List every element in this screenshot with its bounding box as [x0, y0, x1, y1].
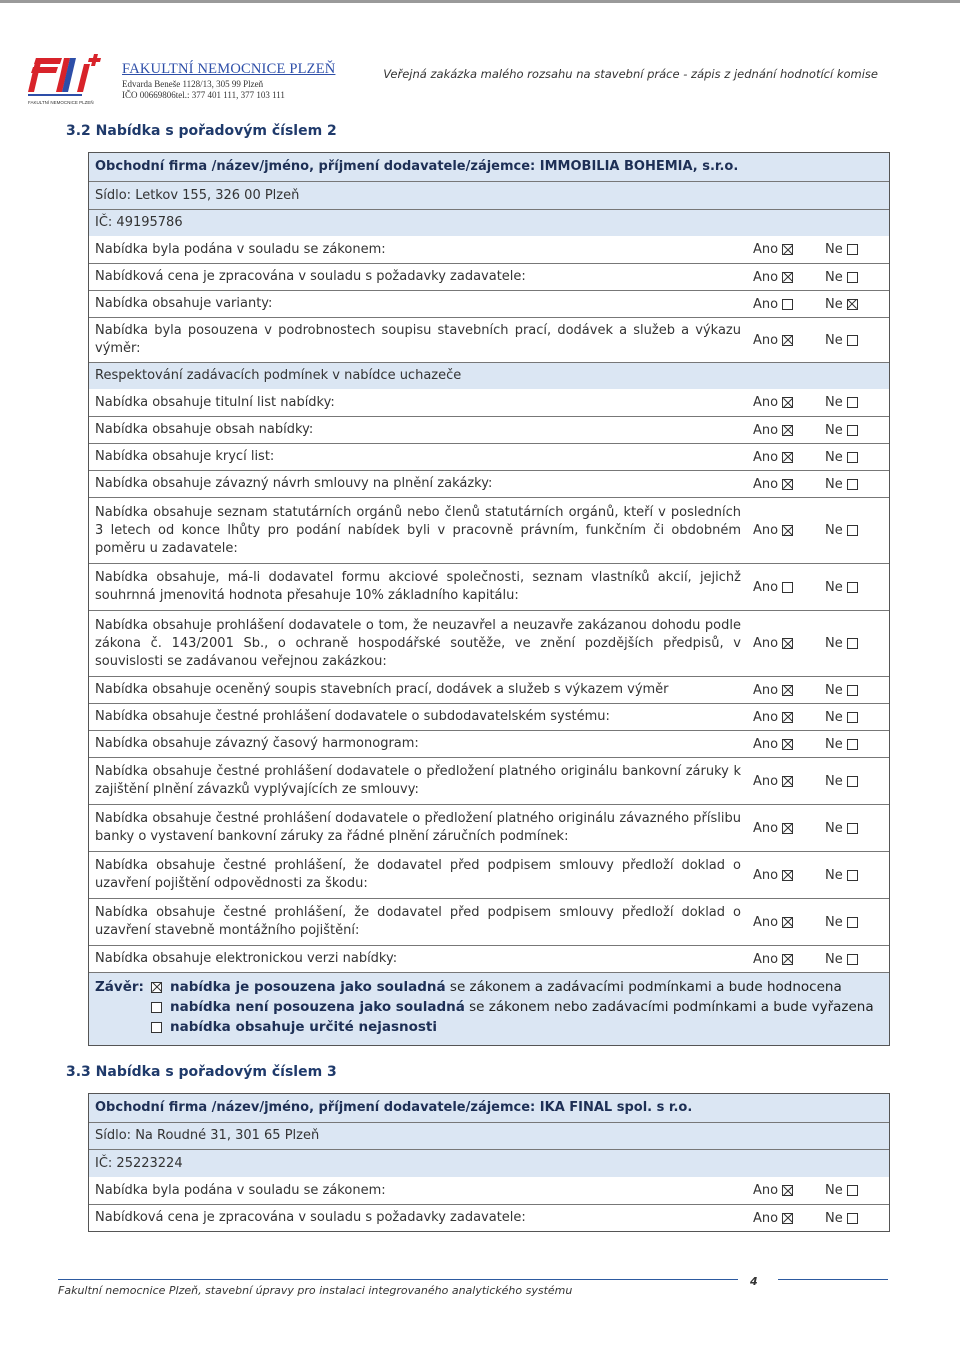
- company-name: Obchodní firma /název/jméno, příjmení dodavatele/zájemce: IMMOBILIA BOHEMIA, s.r.o.: [95, 159, 739, 174]
- no-checkbox[interactable]: [847, 823, 858, 834]
- answer-group: [749, 710, 889, 725]
- no-checkbox[interactable]: [847, 917, 858, 928]
- answer-yes[interactable]: [749, 636, 823, 651]
- answer-no[interactable]: [823, 710, 858, 725]
- answer-yes-label: Ano: [753, 914, 779, 930]
- answer-no[interactable]: [823, 1183, 858, 1198]
- criterion-row: [89, 898, 889, 945]
- conditions-band: [89, 362, 889, 389]
- yes-checkbox[interactable]: [782, 1185, 793, 1196]
- answer-yes-label: Ano: [753, 867, 779, 883]
- answer-group: [749, 1183, 889, 1198]
- answer-yes[interactable]: [749, 523, 823, 538]
- hospital-logo: [28, 52, 116, 108]
- criterion-row: [89, 1204, 889, 1231]
- company-seat: Sídlo: Na Roudné 31, 301 65 Plzeň: [95, 1128, 320, 1143]
- answer-group: [749, 580, 889, 595]
- answer-no[interactable]: [823, 477, 858, 492]
- yes-checkbox[interactable]: [782, 272, 793, 283]
- org-name: FAKULTNÍ NEMOCNICE PLZEŇ: [122, 61, 336, 77]
- no-checkbox[interactable]: [847, 299, 858, 310]
- yes-checkbox[interactable]: [782, 712, 793, 723]
- criterion-text: Nabídka obsahuje závazný časový harmonogram:: [95, 736, 419, 751]
- answer-yes-label: Ano: [753, 395, 779, 410]
- answer-yes[interactable]: [749, 450, 823, 465]
- company-ic: IČ: 25223224: [95, 1155, 183, 1171]
- verdict-option-rest: se zákonem a zadávacími podmínkami a bude hodnocena: [445, 979, 842, 995]
- criterion-text: Nabídka obsahuje titulní list nabídky:: [95, 394, 335, 410]
- answer-no-label: Ne: [825, 296, 843, 312]
- verdict-option[interactable]: [151, 999, 874, 1015]
- answer-no-label: Ne: [825, 332, 843, 348]
- verdict-checkbox[interactable]: [151, 1002, 162, 1013]
- yes-checkbox[interactable]: [782, 776, 793, 787]
- verdict-option-rest: se zákonem nebo zadávacími podmínkami a bude vyřazena: [464, 999, 874, 1015]
- no-checkbox[interactable]: [847, 638, 858, 649]
- answer-yes-label: Ano: [753, 951, 779, 967]
- criterion-row: [89, 610, 889, 676]
- answer-yes-label: Ano: [753, 476, 779, 492]
- company-seat: Sídlo: Letkov 155, 326 00 Plzeň: [95, 187, 300, 203]
- criterion-text: Nabídka obsahuje seznam statutárních orgánů nebo členů statutárních orgánů, kteří v posledních 3 letech od konce lhůty pro podání nabídek byli v pracovně právním, funkčním či obdobném poměru u zadavatele:: [95, 504, 741, 556]
- criterion-text: Nabídka byla podána v souladu se zákonem:: [95, 1182, 386, 1198]
- answer-yes-label: Ano: [753, 332, 779, 348]
- no-checkbox[interactable]: [847, 525, 858, 536]
- verdict-checkbox[interactable]: [151, 1022, 162, 1033]
- answer-group: [749, 242, 889, 257]
- seat-row: [89, 181, 889, 209]
- answer-yes[interactable]: [749, 952, 823, 967]
- no-checkbox[interactable]: [847, 397, 858, 408]
- answer-group: [749, 270, 889, 285]
- answer-yes[interactable]: [749, 774, 823, 789]
- criterion-text: Nabídka obsahuje obsah nabídky:: [95, 422, 314, 437]
- answer-group: [749, 523, 889, 538]
- no-checkbox[interactable]: [847, 685, 858, 696]
- organization-block: [122, 62, 335, 100]
- criterion-row: [89, 443, 889, 470]
- offer-table-2: [88, 152, 890, 1046]
- answer-no-label: Ne: [825, 636, 843, 651]
- answer-no[interactable]: [823, 952, 858, 967]
- criterion-row: [89, 263, 889, 290]
- answer-no-label: Ne: [825, 523, 843, 538]
- answer-yes[interactable]: [749, 737, 823, 752]
- yes-checkbox[interactable]: [782, 870, 793, 881]
- offer-table-3: [88, 1093, 890, 1232]
- verdict-option-bold: nabídka je posouzena jako souladná: [170, 979, 446, 995]
- criterion-text: Nabídka obsahuje čestné prohlášení dodavatele o předložení platného originálu závazného příslibu banky o vystavení bankovní záruky za řádné plnění záručních podmínek:: [95, 811, 741, 844]
- answer-yes-label: Ano: [753, 709, 779, 725]
- yes-checkbox[interactable]: [782, 244, 793, 255]
- logo-caption: FAKULTNÍ NEMOCNICE PLZEŇ: [28, 100, 94, 105]
- criterion-text: Nabídka obsahuje závazný návrh smlouvy na plnění zakázky:: [95, 476, 493, 491]
- answer-yes-label: Ano: [753, 422, 779, 438]
- answer-group: [749, 915, 889, 930]
- page-number: 4: [750, 1275, 758, 1288]
- criterion-row: [89, 236, 889, 263]
- criterion-row: [89, 703, 889, 730]
- answer-yes-label: Ano: [753, 296, 779, 312]
- criterion-text: Nabídková cena je zpracována v souladu s požadavky zadavatele:: [95, 1210, 526, 1225]
- criterion-text: Nabídka obsahuje prohlášení dodavatele o tom, že neuzavřel a neuzavře zakázanou dohodu podle zákona č. 143/2001 Sb., o ochraně hospodářské soutěže, ve znění pozdějších předpisů, v souvislosti se zadávanou veřejnou zakázkou:: [95, 617, 741, 669]
- answer-group: [749, 477, 889, 492]
- no-checkbox[interactable]: [847, 954, 858, 965]
- answer-group: [749, 737, 889, 752]
- answer-yes-label: Ano: [753, 636, 779, 651]
- no-checkbox[interactable]: [847, 870, 858, 881]
- answer-group: [749, 423, 889, 438]
- no-checkbox[interactable]: [847, 776, 858, 787]
- answer-no-label: Ne: [825, 736, 843, 752]
- no-checkbox[interactable]: [847, 272, 858, 283]
- ic-row: [89, 209, 889, 236]
- criterion-row: [89, 290, 889, 317]
- yes-checkbox[interactable]: [782, 425, 793, 436]
- criterion-row: [89, 851, 889, 898]
- answer-yes-label: Ano: [753, 773, 779, 789]
- no-checkbox[interactable]: [847, 425, 858, 436]
- verdict-row: [89, 972, 889, 1045]
- company-row: [89, 153, 889, 181]
- answer-no[interactable]: [823, 774, 858, 789]
- answer-yes[interactable]: [749, 395, 823, 410]
- answer-yes[interactable]: [749, 270, 823, 285]
- answer-no[interactable]: [823, 683, 858, 698]
- answer-no-label: Ne: [825, 773, 843, 789]
- yes-checkbox[interactable]: [782, 582, 793, 593]
- yes-checkbox[interactable]: [782, 1213, 793, 1224]
- yes-checkbox[interactable]: [782, 452, 793, 463]
- company-row: [89, 1094, 889, 1122]
- no-checkbox[interactable]: [847, 1213, 858, 1224]
- criterion-text: Nabídka obsahuje varianty:: [95, 296, 273, 311]
- org-ico: IČO 00669806tel.: 377 401 111, 377 103 111: [122, 89, 285, 100]
- answer-no[interactable]: [823, 450, 858, 465]
- answer-yes[interactable]: [749, 915, 823, 930]
- seat-row: [89, 1122, 889, 1149]
- criterion-row: [89, 757, 889, 804]
- criterion-row: [89, 389, 889, 416]
- footer-rule-right: [778, 1279, 888, 1280]
- answer-no[interactable]: [823, 636, 858, 651]
- answer-no[interactable]: [823, 270, 858, 285]
- answer-yes-label: Ano: [753, 523, 779, 538]
- no-checkbox[interactable]: [847, 739, 858, 750]
- yes-checkbox[interactable]: [782, 525, 793, 536]
- conditions-band-label: Respektování zadávacích podmínek v nabídce uchazeče: [95, 368, 462, 383]
- criterion-text: Nabídka obsahuje, má-li dodavatel formu akciové společnosti, seznam vlastníků akcií, jejichž souhrnná jmenovitá hodnota přesahuje 10% základního kapitálu:: [95, 570, 741, 603]
- answer-no[interactable]: [823, 297, 858, 312]
- answer-yes[interactable]: [749, 242, 823, 257]
- yes-checkbox[interactable]: [782, 299, 793, 310]
- footer-text: Fakultní nemocnice Plzeň, stavební úpravy pro instalaci integrovaného analytického systému: [58, 1284, 573, 1297]
- criterion-text: Nabídka byla podána v souladu se zákonem:: [95, 241, 386, 257]
- answer-yes-label: Ano: [753, 682, 779, 698]
- answer-yes[interactable]: [749, 423, 823, 438]
- answer-yes[interactable]: [749, 333, 823, 348]
- answer-no-label: Ne: [825, 914, 843, 930]
- answer-yes[interactable]: [749, 1211, 823, 1226]
- answer-yes[interactable]: [749, 868, 823, 883]
- answer-yes[interactable]: [749, 683, 823, 698]
- verdict-option-bold: nabídka obsahuje určité nejasnosti: [170, 1019, 438, 1035]
- answer-no-label: Ne: [825, 449, 843, 465]
- answer-no-label: Ne: [825, 395, 843, 410]
- company-ic: IČ: 49195786: [95, 215, 183, 230]
- answer-no-label: Ne: [825, 709, 843, 725]
- criterion-text: Nabídka obsahuje čestné prohlášení, že dodavatel před podpisem smlouvy předloží doklad o uzavření stavebně montážního pojištění:: [95, 905, 741, 938]
- no-checkbox[interactable]: [847, 1185, 858, 1196]
- answer-group: [749, 450, 889, 465]
- yes-checkbox[interactable]: [782, 335, 793, 346]
- criterion-text: Nabídka obsahuje oceněný soupis stavebních prací, dodávek a služeb s výkazem výměr: [95, 682, 669, 697]
- no-checkbox[interactable]: [847, 335, 858, 346]
- criterion-text: Nabídka obsahuje čestné prohlášení dodavatele o předložení platného originálu bankovní záruky k zajištění plnění závazků vyplývajících ze smlouvy:: [95, 764, 741, 797]
- verdict-checkbox[interactable]: [151, 982, 162, 993]
- answer-group: [749, 1211, 889, 1226]
- verdict: [89, 973, 889, 1045]
- answer-no-label: Ne: [825, 269, 843, 285]
- section-heading: 3.3 Nabídka s pořadovým číslem 3: [66, 1064, 337, 1080]
- no-checkbox[interactable]: [847, 712, 858, 723]
- answer-group: [749, 868, 889, 883]
- answer-no[interactable]: [823, 737, 858, 752]
- answer-no-label: Ne: [825, 867, 843, 883]
- verdict-option[interactable]: [151, 1019, 874, 1035]
- criterion-row: [89, 1177, 889, 1204]
- yes-checkbox[interactable]: [782, 954, 793, 965]
- answer-no-label: Ne: [825, 682, 843, 698]
- answer-yes-label: Ano: [753, 820, 779, 836]
- answer-no[interactable]: [823, 580, 858, 595]
- criterion-row: [89, 470, 889, 497]
- yes-checkbox[interactable]: [782, 685, 793, 696]
- verdict-label: Závěr:: [95, 979, 144, 995]
- criterion-row: [89, 945, 889, 972]
- answer-yes-label: Ano: [753, 1183, 779, 1198]
- answer-no-label: Ne: [825, 820, 843, 836]
- answer-group: [749, 636, 889, 651]
- answer-no-label: Ne: [825, 476, 843, 492]
- answer-no[interactable]: [823, 821, 858, 836]
- top-rule: [0, 0, 960, 3]
- no-checkbox[interactable]: [847, 244, 858, 255]
- yes-checkbox[interactable]: [782, 479, 793, 490]
- yes-checkbox[interactable]: [782, 739, 793, 750]
- answer-no-label: Ne: [825, 1210, 843, 1226]
- answer-no[interactable]: [823, 868, 858, 883]
- yes-checkbox[interactable]: [782, 397, 793, 408]
- document-title: Veřejná zakázka malého rozsahu na stavební práce - zápis z jednání hodnotící komise: [383, 67, 878, 81]
- answer-no[interactable]: [823, 395, 858, 410]
- answer-yes-label: Ano: [753, 579, 779, 595]
- answer-yes[interactable]: [749, 821, 823, 836]
- criterion-text: Nabídka obsahuje krycí list:: [95, 449, 275, 464]
- answer-no[interactable]: [823, 523, 858, 538]
- no-checkbox[interactable]: [847, 582, 858, 593]
- criterion-row: [89, 497, 889, 563]
- answer-yes-label: Ano: [753, 736, 779, 752]
- answer-no[interactable]: [823, 915, 858, 930]
- answer-no[interactable]: [823, 333, 858, 348]
- criterion-row: [89, 676, 889, 703]
- org-address: Edvarda Beneše 1128/13, 305 99 Plzeň: [122, 78, 264, 89]
- answer-group: [749, 395, 889, 410]
- answer-group: [749, 952, 889, 967]
- answer-yes-label: Ano: [753, 449, 779, 465]
- criterion-row: [89, 416, 889, 443]
- criterion-row: [89, 804, 889, 851]
- answer-no-label: Ne: [825, 242, 843, 257]
- ic-row: [89, 1149, 889, 1177]
- yes-checkbox[interactable]: [782, 823, 793, 834]
- answer-group: [749, 333, 889, 348]
- verdict-option[interactable]: [151, 979, 874, 995]
- answer-yes[interactable]: [749, 477, 823, 492]
- section-heading: 3.2 Nabídka s pořadovým číslem 2: [66, 123, 337, 139]
- answer-group: [749, 297, 889, 312]
- yes-checkbox[interactable]: [782, 917, 793, 928]
- footer-rule: [58, 1279, 738, 1280]
- no-checkbox[interactable]: [847, 479, 858, 490]
- criterion-row: [89, 563, 889, 610]
- answer-yes[interactable]: [749, 297, 823, 312]
- answer-no[interactable]: [823, 1211, 858, 1226]
- answer-no[interactable]: [823, 242, 858, 257]
- answer-group: [749, 683, 889, 698]
- answer-no-label: Ne: [825, 579, 843, 595]
- criterion-text: Nabídka obsahuje čestné prohlášení dodavatele o subdodavatelském systému:: [95, 709, 610, 724]
- answer-group: [749, 821, 889, 836]
- answer-yes[interactable]: [749, 710, 823, 725]
- answer-no[interactable]: [823, 423, 858, 438]
- answer-no-label: Ne: [825, 951, 843, 967]
- criterion-text: Nabídka byla posouzena v podrobnostech soupisu stavebních prací, dodávek a služeb a výkazu výměr:: [95, 323, 741, 356]
- answer-yes[interactable]: [749, 580, 823, 595]
- answer-group: [749, 774, 889, 789]
- criterion-text: Nabídková cena je zpracována v souladu s požadavky zadavatele:: [95, 269, 526, 284]
- answer-yes-label: Ano: [753, 269, 779, 285]
- criterion-text: Nabídka obsahuje čestné prohlášení, že dodavatel před podpisem smlouvy předloží doklad o uzavření pojištění odpovědnosti za škodu:: [95, 858, 741, 891]
- answer-no-label: Ne: [825, 1183, 843, 1198]
- answer-yes-label: Ano: [753, 1210, 779, 1226]
- criterion-row: [89, 317, 889, 362]
- yes-checkbox[interactable]: [782, 638, 793, 649]
- criterion-row: [89, 730, 889, 757]
- answer-no-label: Ne: [825, 422, 843, 438]
- answer-yes[interactable]: [749, 1183, 823, 1198]
- no-checkbox[interactable]: [847, 452, 858, 463]
- verdict-option-bold: nabídka není posouzena jako souladná: [170, 999, 465, 1015]
- answer-yes-label: Ano: [753, 242, 779, 257]
- criterion-text: Nabídka obsahuje elektronickou verzi nabídky:: [95, 951, 398, 966]
- company-name: Obchodní firma /název/jméno, příjmení dodavatele/zájemce: IKA FINAL spol. s r.o.: [95, 1100, 693, 1115]
